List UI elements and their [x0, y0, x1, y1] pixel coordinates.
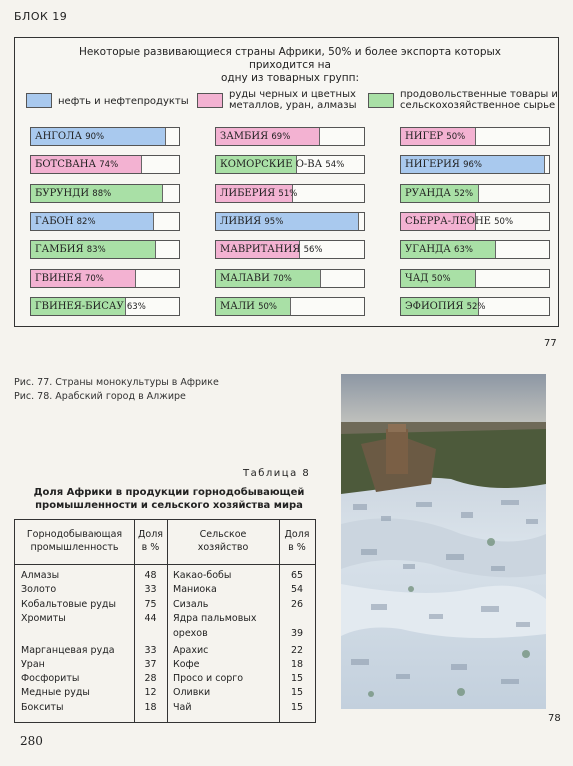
africa-share-table	[14, 519, 316, 723]
bar-value: 52%	[466, 301, 486, 312]
mining-item: Золото	[21, 584, 57, 595]
bar-country: ГАБОН	[35, 215, 77, 227]
chart-title-line-1: Некоторые развивающиеся страны Африки, 50% и более экспорта которых приходится на	[78, 46, 502, 71]
mining-item: Бокситы	[21, 702, 64, 713]
legend-label-oil: нефть и нефтепродукты	[58, 96, 189, 107]
bar-label	[35, 272, 104, 286]
bar-label	[35, 158, 118, 172]
bar-label	[405, 300, 485, 314]
bar	[30, 269, 180, 288]
bar-value: 74%	[99, 160, 119, 171]
bar	[400, 212, 550, 231]
bar-value: 56%	[303, 245, 323, 256]
bar-country: НИГЕР	[405, 131, 447, 142]
bar	[400, 127, 550, 146]
bar-value: 54%	[325, 160, 345, 171]
mining-item: Медные руды	[21, 687, 90, 698]
header-mining: Горнодобывающая промышленность	[26, 529, 123, 553]
bar	[400, 184, 550, 203]
chart-title	[55, 46, 525, 85]
bar	[30, 184, 180, 203]
bar-value: 88%	[92, 188, 112, 199]
mining-share: 33	[144, 584, 157, 595]
bar-country: УГАНДА	[405, 244, 455, 256]
mining-share: 33	[144, 645, 157, 656]
legend-label-ore: руды черных и цветных металлов, уран, алмазы	[229, 89, 357, 111]
bar-label	[220, 272, 292, 286]
agriculture-item: Ядра пальмовых	[173, 613, 257, 624]
bar-label	[405, 130, 465, 144]
mining-item: Алмазы	[21, 570, 60, 581]
bar	[215, 127, 365, 146]
mining-share: 12	[144, 687, 157, 698]
bar-country: РУАНДА	[405, 187, 455, 199]
bar	[215, 155, 365, 174]
header-share-mining: Доля в %	[137, 529, 164, 553]
table-label: Таблица 8	[243, 468, 311, 479]
caption-figure-77: Рис. 77. Страны монокультуры в Африке	[14, 377, 219, 388]
bar-value: 63%	[126, 301, 146, 312]
bar	[400, 240, 550, 259]
bar-country: МАВРИТАНИЯ	[220, 244, 304, 256]
bar-country: ГВИНЕЯ-БИСАУ	[35, 300, 127, 312]
bar	[30, 155, 180, 174]
mining-item: Кобальтовые руды	[21, 599, 116, 610]
bar	[400, 297, 550, 316]
chart-title-line-2: одну из товарных групп:	[220, 72, 360, 84]
figure-number-78: 78	[548, 713, 561, 724]
agriculture-share: 65	[290, 570, 304, 581]
bar-label	[35, 187, 111, 201]
bar-value: 52%	[454, 188, 474, 199]
mining-share: 28	[144, 673, 157, 684]
bar-label	[220, 300, 277, 314]
agriculture-share: 18	[290, 659, 304, 670]
agriculture-share: 22	[290, 645, 304, 656]
caption-figure-78: Рис. 78. Арабский город в Алжире	[14, 391, 186, 402]
bar-label	[220, 215, 283, 229]
table-heading: Доля Африки в продукции горнодобывающей промышленности и сельского хозяйства мира	[33, 487, 305, 511]
agriculture-item: Просо и сорго	[173, 673, 244, 684]
agriculture-item: Чай	[173, 702, 192, 713]
bar	[215, 269, 365, 288]
bar	[215, 297, 365, 316]
bar-value: 83%	[86, 245, 106, 256]
agriculture-share: 15	[290, 673, 304, 684]
legend-swatch-food	[368, 93, 394, 108]
bar-label	[35, 215, 96, 229]
mining-share: 48	[144, 570, 157, 581]
agriculture-share: 26	[290, 599, 304, 610]
agriculture-share: 15	[290, 702, 304, 713]
bar-label	[220, 158, 344, 172]
mining-item: Уран	[21, 659, 45, 670]
bar-country: ЭФИОПИЯ	[405, 300, 467, 312]
figure-77-chart	[14, 37, 559, 327]
bar	[30, 212, 180, 231]
bar	[30, 297, 180, 316]
bar-country: ЛИВИЯ	[220, 215, 265, 227]
agriculture-share: 39	[290, 628, 304, 639]
bar-value: 50%	[258, 301, 277, 312]
bar-value: 50%	[446, 132, 466, 142]
bar-label	[35, 130, 104, 144]
city-photo-illustration	[341, 374, 546, 709]
bar-country: МАЛАВИ	[220, 272, 273, 284]
agriculture-item: Кофе	[173, 659, 200, 670]
mining-share: 75	[144, 599, 157, 610]
bar-label	[220, 243, 322, 257]
bar-label	[35, 243, 106, 257]
bar-country: ЧАД	[405, 272, 432, 284]
bar-value: 63%	[454, 245, 473, 256]
bar	[215, 212, 365, 231]
legend-swatch-oil	[26, 93, 52, 108]
bar	[400, 269, 550, 288]
bar-value: 70%	[84, 273, 104, 284]
agriculture-item: Оливки	[173, 687, 211, 698]
mining-share: 18	[144, 702, 157, 713]
bar-label	[405, 243, 473, 257]
agriculture-item: Сизаль	[173, 599, 209, 610]
bar-country: ГВИНЕЯ	[35, 272, 85, 284]
bar-label	[405, 272, 451, 286]
bar	[215, 240, 365, 259]
bar-label	[405, 158, 482, 172]
legend-label-food: продовольственные товары и сельскохозяйственное сырье	[400, 89, 558, 111]
mining-item: Хромиты	[21, 613, 66, 624]
agriculture-share: 54	[290, 584, 304, 595]
header-agriculture: Сельское хозяйство	[197, 529, 249, 553]
agriculture-item: Какао-бобы	[173, 570, 232, 581]
bar-label	[220, 187, 297, 201]
agriculture-item: Маниока	[173, 584, 217, 595]
bar-country: МАЛИ	[220, 300, 259, 312]
figure-number-77: 77	[544, 338, 557, 349]
bar	[400, 155, 550, 174]
algeria-city-photo	[341, 374, 546, 709]
agriculture-item: Арахис	[173, 645, 209, 656]
bar-country: БОТСВАНА	[35, 159, 100, 171]
block-title: БЛОК 19	[14, 10, 68, 23]
bar-country: ЗАМБИЯ	[220, 131, 272, 142]
bar-country: КОМОРСКИЕ О-ВА	[220, 159, 326, 171]
bar-value: 82%	[76, 216, 96, 227]
bar-label	[405, 187, 473, 201]
bar-value: 90%	[85, 132, 105, 142]
bar-country: ЛИБЕРИЯ	[220, 187, 279, 199]
bar-country: ГАМБИЯ	[35, 244, 87, 256]
header-share-agriculture: Доля в %	[284, 529, 310, 553]
page-number: 280	[20, 734, 43, 748]
bar-value: 69%	[271, 132, 291, 142]
bar-label	[405, 215, 513, 229]
mining-share: 37	[144, 659, 157, 670]
mining-share: 44	[144, 613, 157, 624]
agriculture-item: орехов	[173, 628, 208, 639]
bar-value: 96%	[463, 160, 482, 171]
bar	[30, 240, 180, 259]
bar-country: БУРУНДИ	[35, 187, 93, 199]
mining-item: Фосфориты	[21, 673, 80, 684]
bar-value: 50%	[431, 273, 451, 284]
bar-value: 51%	[278, 188, 298, 199]
bar-country: АНГОЛА	[35, 131, 86, 142]
bar	[215, 184, 365, 203]
bar	[30, 127, 180, 146]
bar-value: 70%	[272, 273, 292, 284]
agriculture-share: 15	[290, 687, 304, 698]
bar-value: 50%	[494, 216, 514, 227]
bar-label	[220, 130, 290, 144]
bar-country: СЬЕРРА-ЛЕОНЕ	[405, 215, 495, 227]
mining-item: Марганцевая руда	[21, 645, 115, 656]
legend-swatch-ore	[197, 93, 223, 108]
bar-label	[35, 300, 146, 314]
bar-country: НИГЕРИЯ	[405, 159, 464, 171]
bar-value: 95%	[264, 216, 284, 227]
